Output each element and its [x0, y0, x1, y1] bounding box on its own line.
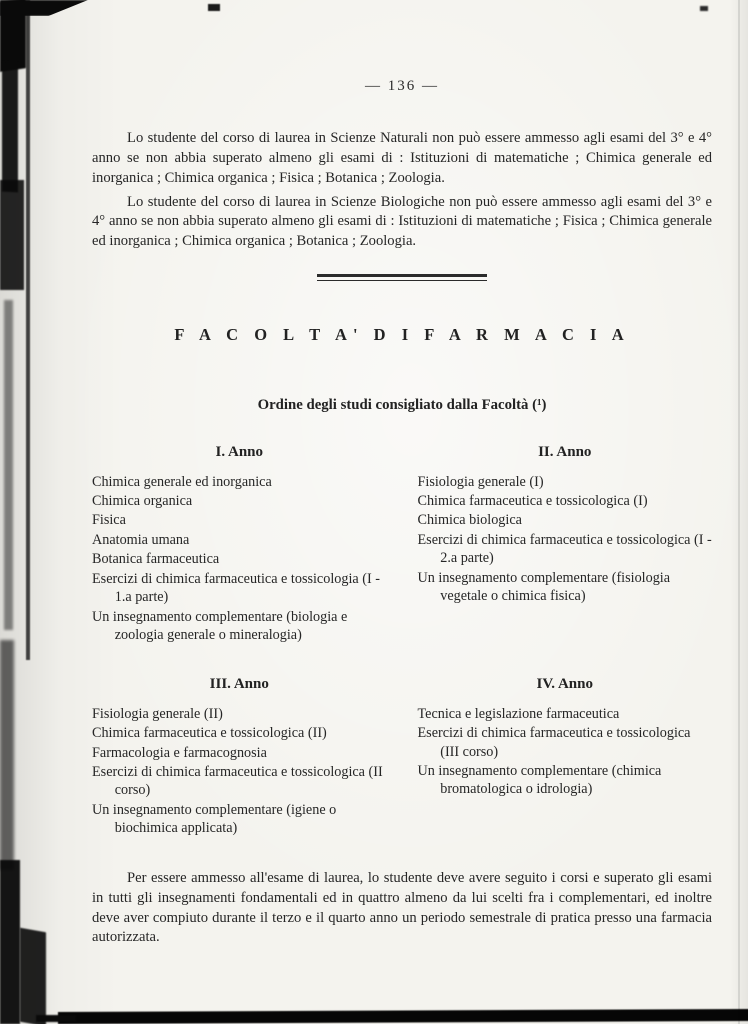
course-item: Chimica biologica — [417, 512, 522, 529]
course-item: Tecnica e legislazione farmaceutica — [417, 705, 620, 722]
course-list-year-1 — [92, 473, 387, 645]
scan-artifact-bottom-bar — [58, 1009, 748, 1024]
course-item: Chimica organica — [92, 493, 193, 510]
course-item: Farmacologia e farmacognosia — [92, 744, 267, 761]
course-item: Fisiologia generale (I) — [417, 473, 544, 490]
closing-paragraph: Per essere ammesso all'esame di laurea, lo studente deve avere seguito i corsi e superato gli esami in tutti gli insegnamenti fondamentali ed in quattro almeno da lui scelti fra i complementari, ed inoltre deve aver compiuto durante il terzo e il quarto anno un periodo semestrale di pratica presso una farmacia autorizzata. — [92, 869, 712, 946]
course-list-year-2 — [418, 473, 713, 606]
year-heading-4: IV. Anno — [536, 675, 593, 692]
course-item: Botanica farmaceutica — [92, 551, 220, 568]
ink-streak — [20, 928, 46, 1024]
scan-speck — [208, 4, 220, 11]
ink-streak — [2, 62, 18, 193]
course-item: Anatomia umana — [92, 531, 190, 548]
faculty-subtitle: Ordine degli studi consigliato dalla Facoltà (¹) — [257, 396, 547, 413]
faculty-title: F A C O L T A' D I F A R M A C I A — [174, 324, 630, 344]
divider-rule-thin — [317, 280, 487, 281]
ink-streak — [0, 180, 24, 290]
year-heading-1: I. Anno — [215, 443, 264, 460]
course-item: Chimica generale ed inorganica — [92, 473, 272, 490]
page-number: — 136 — — [365, 78, 439, 94]
section-divider — [317, 274, 487, 281]
ink-streak — [0, 0, 88, 16]
course-item: Chimica farmaceutica e tossicologica (I) — [417, 493, 648, 510]
course-item: Esercizi di chimica farmaceutica e tossicologica (III corso) — [417, 725, 691, 760]
course-list-year-4 — [418, 705, 713, 799]
intro-paragraph-2: Lo studente del corso di laurea in Scienze Biologiche non può essere ammesso agli esami del 3° e 4° anno se non abbia superato almeno gli esami di : Istituzioni di matematiche ; Fisica ; Chimica generale ed inorganica ; Chimica organica ; Botanica ; Zoologia. — [92, 193, 712, 250]
course-item: Esercizi di chimica farmaceutica e tossicologica (II corso) — [92, 764, 383, 799]
page-right-edge-shadow — [738, 0, 740, 1024]
year-column-1 — [92, 444, 387, 646]
course-item: Un insegnamento complementare (fisiologia vegetale o chimica fisica) — [417, 569, 671, 605]
course-item: Esercizi di chimica farmaceutica e tossicologica (I - 2.a parte) — [417, 531, 712, 567]
ink-streak — [0, 860, 20, 1024]
course-item: Chimica farmaceutica e tossicologica (II) — [92, 725, 327, 742]
years-row-2 — [92, 676, 712, 839]
years-row-1 — [92, 444, 712, 646]
ink-streak — [0, 640, 14, 870]
ink-streak — [4, 300, 13, 630]
course-item: Fisica — [92, 512, 126, 529]
divider-rule-thick — [317, 274, 487, 277]
course-item: Un insegnamento complementare (biologia e zoologia generale o mineralogia) — [92, 608, 348, 644]
year-column-3 — [92, 676, 387, 839]
year-heading-3: III. Anno — [209, 675, 269, 692]
ink-streak — [26, 0, 30, 660]
course-item: Esercizi di chimica farmaceutica e tossicologia (I - 1.a parte) — [92, 570, 380, 606]
ink-streak — [0, 0, 26, 72]
year-column-4 — [418, 676, 713, 839]
year-heading-2: II. Anno — [538, 443, 592, 460]
course-item: Fisiologia generale (II) — [92, 705, 223, 722]
page-content — [92, 78, 712, 948]
book-binding-left — [0, 0, 60, 1024]
course-item: Un insegnamento complementare (igiene o biochimica applicata) — [92, 801, 337, 837]
course-list-year-3 — [92, 705, 387, 838]
intro-paragraph-1: Lo studente del corso di laurea in Scienze Naturali non può essere ammesso agli esami del 3° e 4° anno se non abbia superato almeno gli esami di : Istituzioni di matematiche ; Chimica generale ed inorganica ; Chimica organica ; Fisica ; Botanica ; Zoologia. — [92, 130, 712, 186]
year-column-2 — [418, 444, 713, 646]
scan-speck — [700, 6, 708, 11]
course-item: Un insegnamento complementare (chimica bromatologica o idrologia) — [417, 763, 662, 798]
scan-artifact-bottom-mark — [36, 1015, 76, 1022]
